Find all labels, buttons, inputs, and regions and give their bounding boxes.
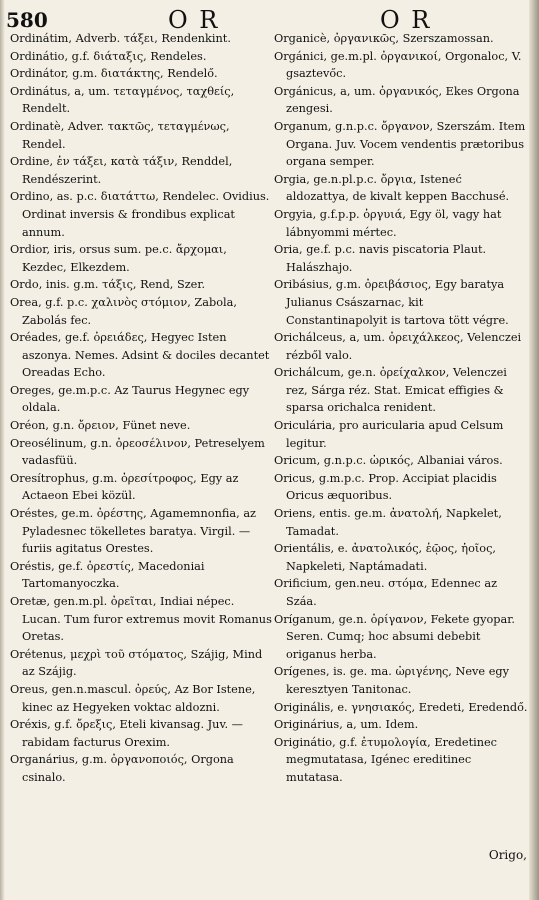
dictionary-entry: Orgyia, g.f.p.p. ὀργυιά, Egy öl, vagy hat lábnyommi mértec. bbox=[274, 207, 502, 239]
dictionary-entry: Oréstes, ge.m. ὀρέστης, Agamemnonfia, az Pyladesnec tökelletes baratya. Virgil. —furiis agitatus Orestes. bbox=[10, 507, 257, 556]
page-edge-shadow bbox=[0, 0, 5, 900]
dictionary-entry: Ordinatè, Adver. τακτῶς, τεταγμένως, Rendel. bbox=[10, 119, 230, 151]
running-head-left: O R bbox=[168, 6, 220, 34]
binding-gutter-shadow bbox=[529, 0, 539, 900]
dictionary-entry: Orichálceus, a, um. ὀρειχάλκεος, Velenczei rézből valo. bbox=[274, 331, 522, 362]
dictionary-entry: Orificium, gen.neu. στόμα, Edennec az Száa. bbox=[274, 577, 498, 608]
dictionary-entry: Originális, e. γνησιακός, Eredeti, Eredendő. bbox=[274, 700, 528, 714]
dictionary-entry: Originátio, g.f. ἐτυμολογία, Eredetinec megmutatasa, Igénec ereditinec mutatasa. bbox=[274, 735, 498, 784]
dictionary-entry: Oreus, gen.n.mascul. ὀρεύς, Az Bor Istene, kinec az Hegyeken voktac aldozni. bbox=[10, 682, 256, 714]
dictionary-entry: Orichálcum, ge.n. ὀρείχαλκον, Velenczei rez, Sárga réz. Stat. Emicat effigies & sparsa orichalca renident. bbox=[274, 366, 507, 415]
dictionary-entry: Ordine, ἐν τάξει, κατὰ τάξιν, Renddel, Rendészerint. bbox=[10, 155, 233, 186]
catchword: Origo, bbox=[488, 848, 527, 862]
dictionary-entry: Oriens, entis. ge.m. ἀνατολή, Napkelet, Tamadat. bbox=[274, 507, 502, 538]
dictionary-entry: Ordino, as. p.c. διατάττω, Rendelec. Ovidius. Ordinat inversis & frondibus explicat annum. bbox=[10, 190, 270, 239]
dictionary-entry: Oriculária, pro auricularia apud Celsum legitur. bbox=[274, 419, 504, 450]
dictionary-entry: Orgánici, ge.m.pl. ὀργανικοί, Orgonaloc, V. gsaztevőc. bbox=[274, 49, 522, 81]
dictionary-entry: Orea, g.f. p.c. χαλινὸς στόμιον, Zabola, Zabolás fec. bbox=[10, 295, 237, 327]
dictionary-entry: Oréon, g.n. ὄρειον, Fünet neve. bbox=[10, 419, 191, 433]
dictionary-entry: Orientális, e. ἀνατολικός, ἑῷος, ἠοῖος, Napkeleti, Naptámadati. bbox=[274, 542, 497, 573]
running-header bbox=[0, 4, 539, 32]
dictionary-entry: Ordinátio, g.f. διάταξις, Rendeles. bbox=[10, 49, 207, 63]
dictionary-entry: Ordo, inis. g.m. τάξις, Rend, Szer. bbox=[10, 278, 206, 292]
right-column bbox=[274, 30, 528, 787]
dictionary-entry: Orígenes, is. ge. ma. ὠριγένης, Neve egy keresztyen Tanitonac. bbox=[274, 665, 510, 696]
dictionary-entry: Oricus, g.m.p.c. Prop. Accipiat placidis Oricus æquoribus. bbox=[274, 471, 497, 503]
dictionary-entry: Organicè, ὀργανικῶς, Szerszamossan. bbox=[274, 32, 494, 45]
dictionary-entry: Organárius, g.m. ὀργανοποιός, Orgona csinalo. bbox=[10, 753, 234, 784]
page-number: 580 bbox=[6, 8, 48, 32]
dictionary-entry: Oréstis, ge.f. ὀρεστίς, Macedoniai Tartomanyoczka. bbox=[10, 559, 205, 591]
dictionary-entry: Oria, ge.f. p.c. navis piscatoria Plaut. Halászhajo. bbox=[274, 243, 487, 274]
dictionary-entry: Originárius, a, um. Idem. bbox=[274, 718, 419, 732]
dictionary-entry: Oríganum, ge.n. ὀρίγανον, Fekete gyopar. Seren. Cumq; hoc absumi debebit origanus herba. bbox=[274, 612, 516, 661]
dictionary-entry: Oribásius, g.m. ὀρειβάσιος, Egy baratya Julianus Császarnac, kit Constantinapolyit is tartova tött végre. bbox=[274, 278, 509, 327]
dictionary-entry: Oreosélinum, g.n. ὀρεοσέλινον, Petreselyem vadasfüü. bbox=[10, 436, 265, 468]
dictionary-entry: Orgia, ge.n.pl.p.c. ὄργια, Isteneć aldozattya, de kivalt keppen Bacchusé. bbox=[274, 172, 510, 204]
dictionary-entry: Ordinátim, Adverb. τάξει, Rendenkint. bbox=[10, 32, 231, 45]
dictionary-entry: Oréades, ge.f. ὀρειάδες, Hegyec Isten aszonya. Nemes. Adsint & dociles decantet Oreadas Echo. bbox=[10, 331, 270, 380]
dictionary-entry: Oresítrophus, g.m. ὀρεσίτροφος, Egy az Actaeon Ebei közül. bbox=[10, 471, 239, 503]
dictionary-entry: Oricum, g.n.p.c. ὠρικός, Albaniai város. bbox=[274, 454, 503, 468]
dictionary-entry: Organum, g.n.p.c. ὄργανον, Szerszám. Item Organa. Juv. Vocem vendentis prætoribus organa semper. bbox=[274, 119, 526, 169]
dictionary-entry: Orétenus, μεχρὶ τοῦ στόματος, Szájig, Mind az Szájig. bbox=[10, 647, 263, 679]
dictionary-entry: Ordinátus, a, um. τεταγμένος, ταχθείς, Rendelt. bbox=[10, 84, 235, 116]
dictionary-entry: Orgánicus, a, um. ὀργανικός, Ekes Orgona zengesi. bbox=[274, 84, 520, 116]
dictionary-entry: Ordior, iris, orsus sum. pe.c. ἄρχομαι, Kezdec, Elkezdem. bbox=[10, 243, 227, 274]
dictionary-entry: Oréxis, g.f. ὄρεξις, Eteli kivansag. Juv. —rabidam facturus Orexim. bbox=[10, 718, 243, 749]
dictionary-entry: Oretæ, gen.m.pl. ὀρεῖται, Indiai népec. Lucan. Tum furor extremus movit Romanus Oretas. bbox=[10, 595, 272, 644]
dictionary-entry: Ordinátor, g.m. διατάκτης, Rendelő. bbox=[10, 67, 218, 81]
running-head-right: O R bbox=[380, 6, 432, 34]
left-column bbox=[10, 30, 272, 787]
dictionary-entry: Oreges, ge.m.p.c. Az Taurus Hegynec egy oldala. bbox=[10, 383, 250, 415]
